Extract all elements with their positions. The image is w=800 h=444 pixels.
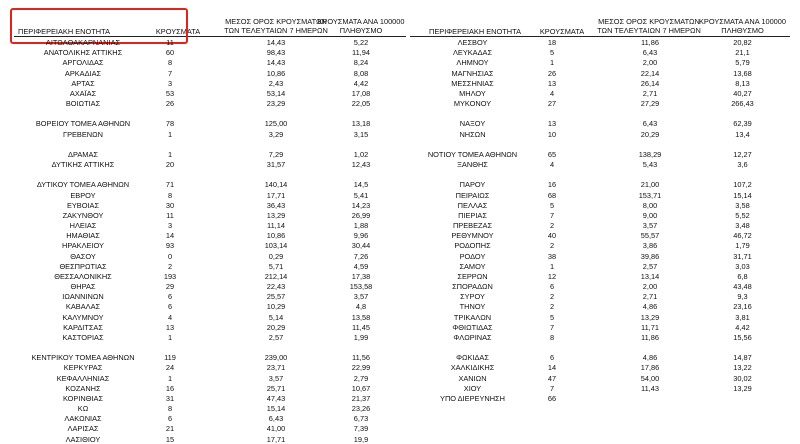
right-row-17-cases: 7 [549,210,555,220]
header-per100k-left-1: ΚΡΟΥΣΜΑΤΑ ΑΝΑ 100000 [317,17,405,26]
left-row-31-cases: 119 [164,353,176,363]
left-row-14-cases: 71 [165,180,175,190]
left-row-31-region: ΚΕΝΤΡΙΚΟΥ ΤΟΜΕΑ ΑΘΗΝΩΝ [31,353,135,363]
right-row-19-avg7: 55,57 [640,231,660,241]
left-row-1-cases: 60 [165,48,175,58]
left-row-3-region: ΑΡΚΑΔΙΑΣ [64,68,102,78]
left-row-8-cases: 78 [165,119,175,129]
left-row-4-per100k: 4,42 [353,78,369,88]
left-row-19-avg7: 10,86 [266,231,286,241]
left-row-19-cases: 14 [165,231,175,241]
right-row-2-per100k: 5,79 [735,58,750,68]
left-row-32-per100k: 22,99 [351,363,371,373]
right-row-28-avg7: 11,71 [641,322,659,332]
left-row-2-per100k: 8,24 [353,58,369,68]
left-row-23-region: ΘΕΣΣΑΛΟΝΙΚΗΣ [54,271,112,281]
left-row-34-per100k: 10,67 [351,383,371,393]
right-row-23-region: ΣΕΡΡΩΝ [457,271,488,281]
right-row-34-avg7: 11,43 [641,383,659,393]
left-row-6-cases: 26 [165,99,175,109]
left-row-24-region: ΘΗΡΑΣ [70,282,96,292]
left-row-34-cases: 16 [165,383,175,393]
left-row-34-region: ΚΟΖΑΝΗΣ [65,383,101,393]
left-row-8-per100k: 13,18 [351,119,371,129]
right-row-16-avg7: 8,00 [642,200,658,210]
right-row-0-cases: 18 [547,38,557,47]
left-row-21-per100k: 7,26 [353,251,369,261]
left-row-28-region: ΚΑΡΔΙΤΣΑΣ [63,322,103,332]
right-row-12-cases: 4 [549,160,555,170]
left-row-21-avg7: 0,29 [268,251,284,261]
left-row-1-per100k: 11,94 [352,48,370,58]
header-per100k-right-1: ΚΡΟΥΣΜΑΤΑ ΑΝΑ 100000 [698,17,787,26]
left-row-32-region: ΚΕΡΚΥΡΑΣ [63,363,103,373]
left-row-9-per100k: 3,15 [353,129,369,139]
right-row-20-avg7: 3,86 [642,241,658,251]
left-row-16-region: ΕΥΒΟΙΑΣ [66,200,100,210]
header-per100k-left-2: ΠΛΗΘΥΣΜΟ [339,26,383,35]
left-row-9-region: ΓΡΕΒΕΝΩΝ [63,129,103,139]
header-avg7-left-1: ΜΕΣΟΣ ΟΡΟΣ ΚΡΟΥΣΜΑΤΩΝ [225,17,327,26]
right-row-25-avg7: 2,71 [642,292,658,302]
left-row-14-region: ΔΥΤΙΚΟΥ ΤΟΜΕΑ ΑΘΗΝΩΝ [36,180,130,190]
left-row-18-region: ΗΛΕΙΑΣ [69,221,97,231]
right-row-23-per100k: 6,8 [737,271,748,281]
left-row-17-avg7: 13,29 [266,210,286,220]
right-row-35-cases: 66 [547,393,557,403]
left-row-0-region: ΑΙΤΩΛΟΑΚΑΡΝΑΝΙΑΣ [45,38,121,47]
right-row-22-avg7: 2,57 [642,261,658,271]
right-row-33-per100k: 30,02 [733,373,752,383]
left-row-33-region: ΚΕΦΑΛΛΗΝΙΑΣ [56,373,110,383]
right-row-1-cases: 5 [549,48,555,58]
left-row-23-per100k: 17,38 [351,271,371,281]
right-row-12-region: ΞΑΝΘΗΣ [457,160,488,170]
right-row-26-per100k: 23,16 [733,302,752,312]
left-row-2-region: ΑΡΓΟΛΙΔΑΣ [62,58,104,68]
left-row-18-cases: 3 [167,221,173,231]
left-row-35-avg7: 47,43 [266,393,286,403]
left-row-8-avg7: 125,00 [264,119,288,129]
right-row-26-avg7: 4,86 [642,302,658,312]
right-row-20-cases: 2 [549,241,555,251]
right-row-34-cases: 7 [549,383,555,393]
right-row-15-per100k: 15,14 [733,190,752,200]
left-row-26-per100k: 4,8 [355,302,367,312]
right-row-14-per100k: 107,2 [733,180,752,190]
right-row-3-avg7: 22,14 [640,68,660,78]
right-row-6-cases: 27 [547,99,557,109]
right-row-16-region: ΠΕΛΛΑΣ [457,200,488,210]
right-row-18-region: ΠΡΕΒΕΖΑΣ [452,221,493,231]
left-row-16-cases: 30 [165,200,175,210]
left-row-35-region: ΚΟΡΙΝΘΙΑΣ [62,393,104,403]
right-row-0-region: ΛΕΣΒΟΥ [457,38,488,47]
left-row-31-avg7: 239,00 [264,353,288,363]
right-row-5-avg7: 2,71 [642,88,658,98]
left-row-11-avg7: 7,29 [268,149,284,159]
left-row-27-avg7: 5,14 [268,312,284,322]
right-row-18-cases: 2 [549,221,555,231]
right-row-2-region: ΛΗΜΝΟΥ [456,58,489,68]
right-row-24-avg7: 2,00 [642,282,658,292]
left-row-16-avg7: 36,43 [266,200,286,210]
right-row-18-per100k: 3,48 [735,221,750,231]
right-row-2-cases: 1 [549,58,555,68]
right-row-31-avg7: 4,86 [642,353,658,363]
left-row-19-region: ΗΜΑΘΙΑΣ [66,231,100,241]
left-row-33-per100k: 2,79 [353,373,369,383]
right-row-4-avg7: 26,14 [640,78,660,88]
left-row-16-per100k: 14,23 [351,200,371,210]
right-row-3-region: ΜΑΓΝΗΣΙΑΣ [451,68,494,78]
left-row-19-per100k: 9,96 [353,231,369,241]
left-row-24-avg7: 22,43 [266,282,286,292]
right-row-28-region: ΦΘΙΩΤΙΔΑΣ [452,322,493,332]
right-row-23-avg7: 13,14 [640,271,660,281]
right-row-32-avg7: 17,86 [640,363,660,373]
left-row-4-region: ΑΡΤΑΣ [71,78,95,88]
right-row-9-avg7: 20,29 [640,129,660,139]
right-row-21-region: ΡΟΔΟΥ [459,251,486,261]
right-row-19-cases: 40 [547,231,557,241]
left-row-3-cases: 7 [167,68,173,78]
left-row-2-cases: 8 [167,58,173,68]
right-row-2-avg7: 2,00 [642,58,658,68]
header-avg7-left-2: ΤΩΝ ΤΕΛΕΥΤΑΙΩΝ 7 ΗΜΕΡΩΝ [224,26,328,35]
left-row-39-avg7: 17,71 [266,434,286,444]
left-row-5-avg7: 53,14 [266,88,286,98]
left-row-0-per100k: 5,22 [353,38,369,47]
left-row-25-avg7: 25,57 [266,292,286,302]
left-row-27-cases: 4 [167,312,173,322]
right-row-22-region: ΣΑΜΟΥ [459,261,486,271]
right-row-33-cases: 47 [547,373,557,383]
right-row-29-per100k: 15,56 [733,332,752,342]
left-row-38-per100k: 7,39 [353,424,369,434]
right-row-14-avg7: 21,00 [640,180,660,190]
header-avg7-right-2: ΤΩΝ ΤΕΛΕΥΤΑΙΩΝ 7 ΗΜΕΡΩΝ [597,26,701,35]
left-row-39-region: ΛΑΣΙΘΙΟΥ [65,434,101,444]
left-row-29-per100k: 1,99 [353,332,369,342]
right-row-29-region: ΦΛΩΡΙΝΑΣ [453,332,492,342]
left-row-18-per100k: 1,88 [353,221,369,231]
left-row-23-cases: 193 [163,271,177,281]
left-row-12-per100k: 12,43 [351,160,371,170]
left-row-28-avg7: 20,29 [266,322,286,332]
left-row-26-region: ΚΑΒΑΛΑΣ [65,302,101,312]
left-row-25-per100k: 3,57 [353,292,369,302]
right-row-21-cases: 38 [547,251,557,261]
right-row-31-cases: 6 [549,353,555,363]
left-row-35-cases: 31 [165,393,175,403]
right-row-9-per100k: 13,4 [735,129,750,139]
left-row-15-avg7: 17,71 [266,190,286,200]
right-row-24-region: ΣΠΟΡΑΔΩΝ [452,282,493,292]
left-row-11-region: ΔΡΑΜΑΣ [68,149,98,159]
right-row-27-region: ΤΡΙΚΑΛΩΝ [453,312,492,322]
left-row-15-per100k: 5,41 [353,190,369,200]
right-row-32-region: ΧΑΛΚΙΔΙΚΗΣ [450,363,495,373]
left-row-27-region: ΚΑΛΥΜΝΟΥ [62,312,104,322]
right-row-32-per100k: 13,22 [733,363,752,373]
right-row-4-region: ΜΕΣΣΗΝΙΑΣ [451,78,494,88]
right-row-6-region: ΜΥΚΟΝΟΥ [453,99,492,109]
left-row-14-avg7: 140,14 [264,180,288,190]
left-row-22-avg7: 5,71 [268,261,284,271]
left-row-5-region: ΑΧΑΪΑΣ [69,88,97,98]
right-row-11-cases: 65 [547,149,557,159]
right-row-28-per100k: 4,42 [735,322,750,332]
right-row-17-per100k: 5,52 [735,210,750,220]
right-row-25-region: ΣΥΡΟΥ [460,292,485,302]
right-row-11-per100k: 12,27 [733,149,752,159]
right-row-31-region: ΦΩΚΙΔΑΣ [456,353,489,363]
left-row-5-per100k: 17,08 [351,88,371,98]
right-row-20-per100k: 1,79 [735,241,750,251]
left-row-28-per100k: 11,45 [352,322,370,332]
left-row-1-avg7: 98,43 [266,48,286,58]
header-region-left: ΠΕΡΙΦΕΡΕΙΑΚΗ ΕΝΟΤΗΤΑ [18,27,110,36]
left-row-23-avg7: 212,14 [264,271,288,281]
right-row-35-region: ΥΠΟ ΔΙΕΡΕΥΝΗΣΗ [440,393,505,403]
left-row-36-avg7: 15,14 [266,404,286,414]
right-row-5-cases: 4 [549,88,555,98]
left-row-8-region: ΒΟΡΕΙΟΥ ΤΟΜΕΑ ΑΘΗΝΩΝ [35,119,131,129]
right-row-0-per100k: 20,82 [733,38,752,47]
right-row-25-per100k: 9,3 [737,292,748,302]
header-avg7-right-1: ΜΕΣΟΣ ΟΡΟΣ ΚΡΟΥΣΜΑΤΩΝ [598,17,700,26]
right-row-16-per100k: 3,58 [735,200,750,210]
left-row-36-region: ΚΩ [77,404,89,414]
left-row-3-per100k: 8,08 [353,68,369,78]
header-cases-left: ΚΡΟΥΣΜΑΤΑ [155,27,201,36]
left-row-35-per100k: 21,37 [351,393,371,403]
right-row-19-region: ΡΕΘΥΜΝΟΥ [451,231,494,241]
left-row-39-per100k: 19,9 [353,434,369,444]
left-row-14-per100k: 14,5 [353,180,369,190]
right-row-15-region: ΠΕΙΡΑΙΩΣ [455,190,490,200]
left-row-1-region: ΑΝΑΤΟΛΙΚΗΣ ΑΤΤΙΚΗΣ [43,48,123,58]
right-row-5-per100k: 40,27 [733,88,752,98]
right-row-31-per100k: 14,87 [733,353,752,363]
right-row-8-avg7: 6,43 [642,119,658,129]
right-row-29-avg7: 11,86 [641,332,659,342]
left-row-21-cases: 0 [167,251,173,261]
right-row-5-region: ΜΗΛΟΥ [459,88,486,98]
right-row-0-avg7: 11,86 [641,38,659,47]
right-row-14-cases: 16 [547,180,557,190]
left-row-36-cases: 8 [167,404,173,414]
left-row-37-per100k: 6,73 [353,414,369,424]
left-row-36-per100k: 23,26 [351,404,371,414]
left-row-32-avg7: 23,71 [266,363,286,373]
left-row-39-cases: 15 [165,434,175,444]
left-row-33-avg7: 3,57 [268,373,284,383]
right-row-34-per100k: 13,29 [733,383,752,393]
right-row-26-region: ΤΗΝΟΥ [459,302,486,312]
left-row-24-per100k: 153,58 [349,282,373,292]
left-row-9-avg7: 3,29 [268,129,284,139]
right-row-4-per100k: 8,13 [735,78,750,88]
right-row-33-avg7: 54,00 [640,373,660,383]
right-row-8-cases: 13 [547,119,557,129]
left-row-15-cases: 8 [167,190,173,200]
left-row-25-region: ΙΩΑΝΝΙΝΩΝ [62,292,104,302]
left-row-12-cases: 20 [165,160,175,170]
left-row-37-avg7: 6,43 [268,414,284,424]
left-row-6-per100k: 22,05 [351,99,371,109]
left-row-17-region: ΖΑΚΥΝΘΟΥ [62,210,104,220]
right-row-17-avg7: 9,00 [642,210,658,220]
left-row-11-cases: 1 [167,149,173,159]
left-row-0-avg7: 14,43 [266,38,286,47]
left-row-25-cases: 6 [167,292,173,302]
left-row-22-per100k: 4,59 [353,261,369,271]
left-row-20-avg7: 103,14 [264,241,288,251]
header-region-right: ΠΕΡΙΦΕΡΕΙΑΚΗ ΕΝΟΤΗΤΑ [429,27,521,36]
right-row-14-region: ΠΑΡΟΥ [459,180,486,190]
right-row-19-per100k: 46,72 [733,231,752,241]
right-row-26-cases: 2 [549,302,555,312]
left-row-15-region: ΕΒΡΟΥ [70,190,96,200]
left-row-38-cases: 21 [165,424,175,434]
right-row-1-per100k: 21,1 [735,48,750,58]
header-cases-right: ΚΡΟΥΣΜΑΤΑ [539,27,585,36]
right-row-18-avg7: 3,57 [642,221,658,231]
left-row-6-avg7: 23,29 [266,99,286,109]
left-row-5-cases: 53 [165,88,175,98]
left-row-12-region: ΔΥΤΙΚΗΣ ΑΤΤΙΚΗΣ [51,160,115,170]
header-rule-right [410,36,790,37]
right-row-28-cases: 7 [549,322,555,332]
right-row-17-region: ΠΙΕΡΙΑΣ [458,210,487,220]
right-row-3-per100k: 13,68 [733,68,752,78]
right-row-3-cases: 26 [547,68,557,78]
left-row-29-avg7: 2,57 [268,332,284,342]
left-row-4-cases: 3 [167,78,173,88]
right-row-15-avg7: 153,71 [638,190,662,200]
right-row-8-region: ΝΑΞΟΥ [459,119,486,129]
right-row-21-avg7: 39,86 [640,251,660,261]
left-row-22-cases: 2 [167,261,173,271]
left-row-2-avg7: 14,43 [266,58,286,68]
right-row-32-cases: 14 [547,363,557,373]
right-row-21-per100k: 31,71 [733,251,752,261]
right-row-29-cases: 8 [549,332,555,342]
right-row-25-cases: 2 [549,292,555,302]
left-row-17-cases: 11 [166,210,174,220]
right-row-1-region: ΛΕΥΚΑΔΑΣ [452,48,493,58]
left-row-33-cases: 1 [167,373,173,383]
right-row-23-cases: 12 [547,271,557,281]
left-row-4-avg7: 2,43 [268,78,284,88]
left-row-32-cases: 24 [165,363,175,373]
left-row-29-region: ΚΑΣΤΟΡΙΑΣ [62,332,104,342]
left-row-11-per100k: 1,02 [353,149,369,159]
left-row-31-per100k: 11,56 [352,353,370,363]
left-row-29-cases: 1 [167,332,173,342]
left-row-9-cases: 1 [167,129,173,139]
header-per100k-right-2: ΠΛΗΘΥΣΜΟ [721,26,764,35]
right-row-11-avg7: 138,29 [638,149,662,159]
right-row-16-cases: 5 [549,200,555,210]
right-row-24-per100k: 43,48 [733,282,752,292]
left-row-38-avg7: 41,00 [266,424,286,434]
right-row-12-avg7: 5,43 [642,160,658,170]
left-row-27-per100k: 13,58 [351,312,371,322]
right-row-33-region: ΧΑΝΙΩΝ [458,373,487,383]
right-row-27-avg7: 13,29 [640,312,660,322]
left-row-20-region: ΗΡΑΚΛΕΙΟΥ [62,241,104,251]
right-row-34-region: ΧΙΟΥ [463,383,482,393]
right-row-4-cases: 13 [547,78,557,88]
right-row-12-per100k: 3,6 [737,160,748,170]
left-row-26-avg7: 10,29 [266,302,286,312]
right-row-27-per100k: 3,81 [735,312,750,322]
right-row-6-per100k: 266,43 [731,99,754,109]
left-row-38-region: ΛΑΡΙΣΑΣ [67,424,99,434]
left-row-6-region: ΒΟΙΩΤΙΑΣ [65,99,101,109]
left-row-3-avg7: 10,86 [266,68,286,78]
right-row-15-cases: 68 [547,190,557,200]
left-row-12-avg7: 31,57 [266,160,286,170]
left-row-0-cases: 11 [166,38,174,47]
left-row-21-region: ΘΑΣΟΥ [70,251,96,261]
left-row-37-region: ΛΑΚΩΝΙΑΣ [64,414,102,424]
right-row-9-cases: 10 [547,129,557,139]
right-row-24-cases: 6 [549,282,555,292]
left-row-20-per100k: 30,44 [351,241,371,251]
left-row-24-cases: 29 [165,282,175,292]
left-row-34-avg7: 25,71 [266,383,286,393]
right-row-22-per100k: 3,03 [735,261,750,271]
left-row-22-region: ΘΕΣΠΡΩΤΙΑΣ [59,261,107,271]
left-row-18-avg7: 11,14 [267,221,285,231]
right-row-8-per100k: 62,39 [733,119,752,129]
left-row-26-cases: 6 [167,302,173,312]
right-row-11-region: ΝΟΤΙΟΥ ΤΟΜΕΑ ΑΘΗΝΩΝ [427,149,518,159]
left-row-17-per100k: 26,99 [351,210,371,220]
right-row-6-avg7: 27,29 [640,99,660,109]
right-row-22-cases: 1 [549,261,555,271]
left-row-37-cases: 6 [167,414,173,424]
right-row-27-cases: 5 [549,312,555,322]
right-row-20-region: ΡΟΔΟΠΗΣ [454,241,491,251]
left-row-20-cases: 93 [165,241,175,251]
right-row-1-avg7: 6,43 [642,48,658,58]
left-row-28-cases: 13 [165,322,175,332]
right-row-9-region: ΝΗΣΩΝ [459,129,486,139]
